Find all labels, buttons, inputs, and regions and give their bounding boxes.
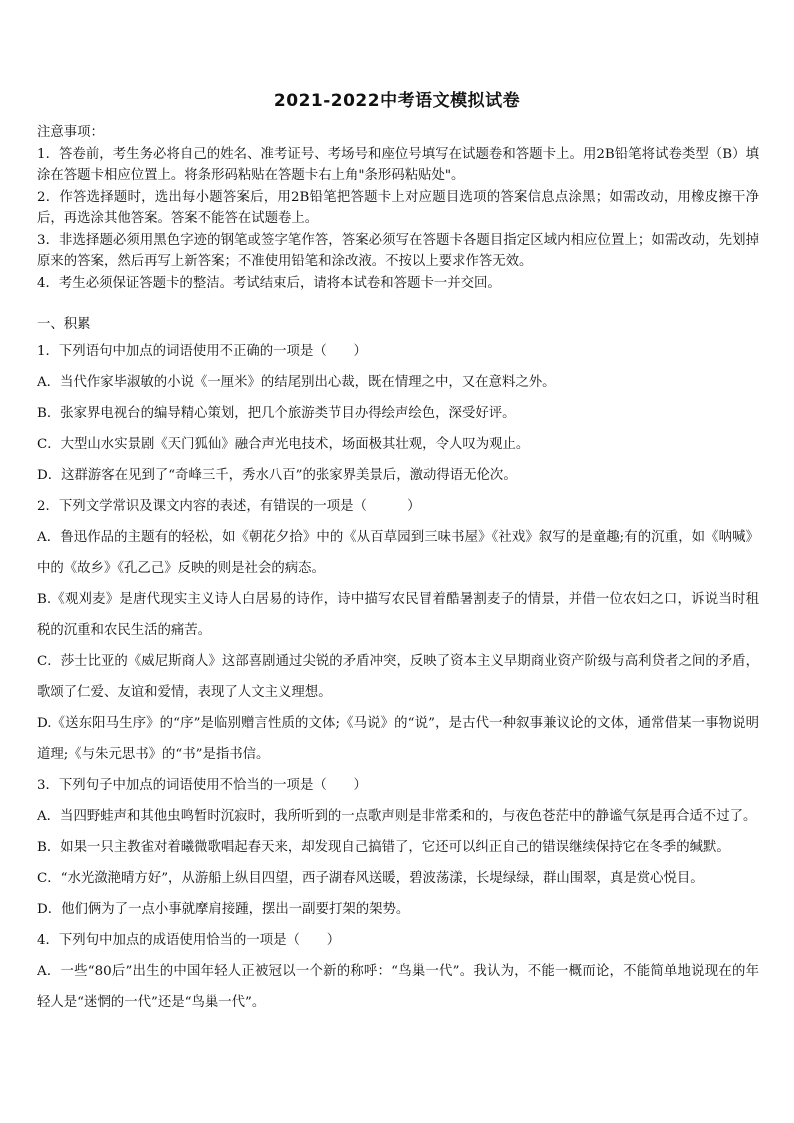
option-b: B.《观刈麦》是唐代现实主义诗人白居易的诗作，诗中描写农民冒着酷暑割麦子的情景，并借一位农妇之口，诉说当时租税的沉重和农民生活的痛苦。	[37, 591, 759, 638]
notice-item: 1．答卷前，考生务必将自己的姓名、准考证号、考场号和座位号填写在试题卷和答题卡上。用2B铅笔将试卷类型（B）填涂在答题卡相应位置上。将条形码粘贴在答题卡右上角"条形码粘贴处"。	[37, 146, 759, 183]
option-a: A．一些“80后”出生的中国年轻人正被冠以一个新的称呼：“鸟巢一代”。我认为，不能一概而论，不能简单地说现在的年轻人是“迷惘的一代”还是“鸟巢一代”。	[37, 963, 759, 1010]
option-d: D．这群游客在见到了“奇峰三千，秀水八百”的张家界美景后，激动得语无伦次。	[37, 467, 517, 483]
section-heading: 一、积累	[37, 317, 91, 332]
question-1	[37, 336, 759, 491]
question-stem: 1．下列语句中加点的词语使用不正确的一项是（ ）	[37, 343, 367, 359]
notice-item: 3．非选择题必须用黑色字迹的钢笔或签字笔作答，答案必须写在答题卡各题目指定区域内相应位置上；如需改动，先划掉原来的答案，然后再写上新答案；不准使用铅笔和涂改液。不按以上要求作答无效。	[37, 232, 759, 269]
option-a: A．当四野蛙声和其他虫鸣暂时沉寂时，我所听到的一点歌声则是非常柔和的，与夜色苍茫中的静谧气氛是再合适不过了。	[37, 808, 757, 824]
question-4	[37, 925, 759, 1018]
option-c: C．莎士比亚的《威尼斯商人》这部喜剧通过尖锐的矛盾冲突，反映了资本主义早期商业资产阶级与高利贷者之间的矛盾，歌颂了仁爱、友谊和爱情，表现了人文主义理想。	[37, 653, 759, 700]
option-d: D.《送东阳马生序》的“序”是临别赠言性质的文体;《马说》的“说”，是古代一种叙事兼议论的文体，通常借某一事物说明道理;《与朱元思书》的“书”是指书信。	[37, 715, 759, 762]
option-b: B．如果一只主教雀对着曦微歌唱起春天来，却发现自己搞错了，它还可以纠正自己的错误继续保持它在冬季的缄默。	[37, 839, 730, 855]
question-stem: 2．下列文学常识及课文内容的表述，有错误的一项是（ ）	[37, 498, 421, 514]
notice-heading: 注意事项：	[37, 125, 104, 140]
notice-item: 4．考生必须保证答题卡的整洁。考试结束后，请将本试卷和答题卡一并交回。	[37, 275, 501, 291]
option-a: A．当代作家毕淑敏的小说《一厘米》的结尾别出心裁，既在情理之中，又在意料之外。	[37, 374, 556, 390]
question-stem: 4．下列句中加点的成语使用恰当的一项是（ ）	[37, 932, 341, 948]
option-b: B．张家界电视台的编导精心策划，把几个旅游类节目办得绘声绘色，深受好评。	[37, 405, 516, 421]
question-3	[37, 770, 759, 925]
question-stem: 3．下列句子中加点的词语使用不恰当的一项是（ ）	[37, 777, 367, 793]
option-c: C．“水光潋滟晴方好”，从游船上纵目四望，西子湖春风送暖，碧波荡漾，长堤绿绿，群山围翠，真是赏心悦目。	[37, 870, 704, 886]
option-a: A．鲁迅作品的主题有的轻松，如《朝花夕拾》中的《从百草园到三味书屋》《社戏》叙写的是童趣;有的沉重，如《呐喊》中的《故乡》《孔乙己》反映的则是社会的病态。	[37, 529, 759, 576]
exam-content	[37, 122, 759, 1018]
option-c: C．大型山水实景剧《天门狐仙》融合声光电技术，场面极其壮观，令人叹为观止。	[37, 436, 530, 452]
page-title: 2021-2022中考语文模拟试卷	[273, 91, 521, 111]
notice-item: 2．作答选择题时，选出每小题答案后，用2B铅笔把答题卡上对应题目选项的答案信息点涂黑；如需改动，用橡皮擦干净后，再选涂其他答案。答案不能答在试题卷上。	[37, 189, 759, 226]
option-d: D．他们俩为了一点小事就摩肩接踵，摆出一副要打架的架势。	[37, 901, 410, 917]
notice-block	[37, 122, 759, 294]
question-2	[37, 491, 759, 770]
